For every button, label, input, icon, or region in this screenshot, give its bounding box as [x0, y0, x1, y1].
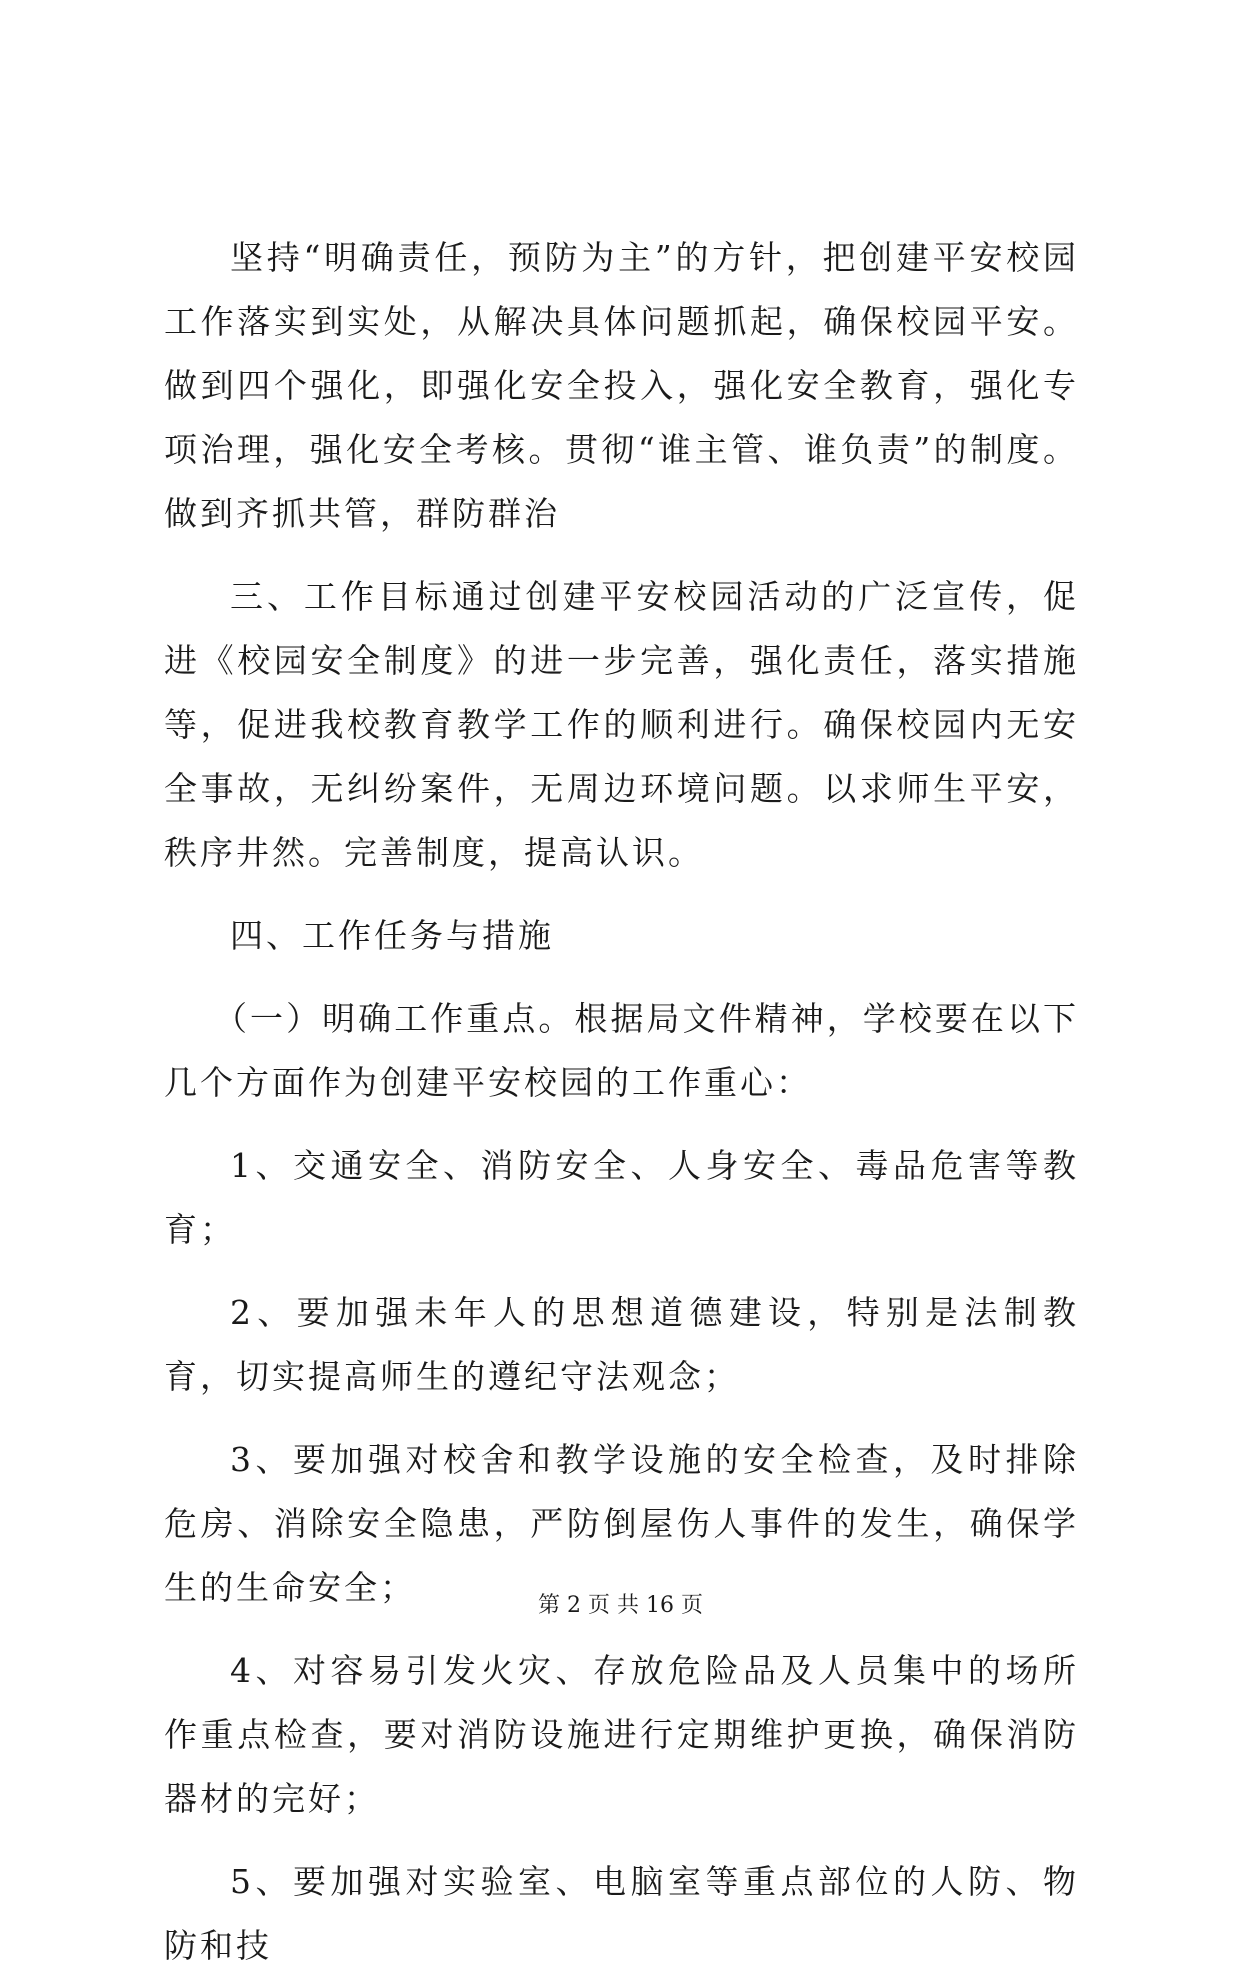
list-item-1: 1、交通安全、消防安全、人身安全、毒品危害等教育；: [164, 1146, 1079, 1249]
page-footer: [0, 1591, 1241, 1621]
document-body: [164, 226, 1079, 1978]
paragraph-key-points: （一）明确工作重点。根据局文件精神，学校要在以下几个方面作为创建平安校园的工作重心：: [164, 999, 1079, 1102]
section-heading-tasks: 四、工作任务与措施: [230, 916, 554, 955]
list-item-4: 4、对容易引发火灾、存放危险品及人员集中的场所作重点检查，要对消防设施进行定期维护更换，确保消防器材的完好；: [164, 1651, 1079, 1818]
paragraph-principles: 坚持“明确责任，预防为主”的方针，把创建平安校园工作落实到实处，从解决具体问题抓起，确保校园平安。做到四个强化，即强化安全投入，强化安全教育，强化专项治理，强化安全考核。贯彻“谁主管、谁负责”的制度。做到齐抓共管，群防群治: [164, 238, 1079, 533]
paragraph-work-goals: 三、工作目标通过创建平安校园活动的广泛宣传，促进《校园安全制度》的进一步完善，强化责任，落实措施等，促进我校教育教学工作的顺利进行。确保校园内无安全事故，无纠纷案件，无周边环境问题。以求师生平安，秩序井然。完善制度，提高认识。: [164, 577, 1079, 872]
page-number: 第 2 页 共 16 页: [538, 1593, 703, 1618]
list-item-3: 3、要加强对校舍和教学设施的安全检查，及时排除危房、消除安全隐患，严防倒屋伤人事件的发生，确保学生的生命安全；: [164, 1440, 1079, 1607]
list-item-2: 2、要加强未年人的思想道德建设，特别是法制教育，切实提高师生的遵纪守法观念；: [164, 1293, 1079, 1396]
list-item-5: 5、要加强对实验室、电脑室等重点部位的人防、物防和技: [164, 1862, 1079, 1965]
